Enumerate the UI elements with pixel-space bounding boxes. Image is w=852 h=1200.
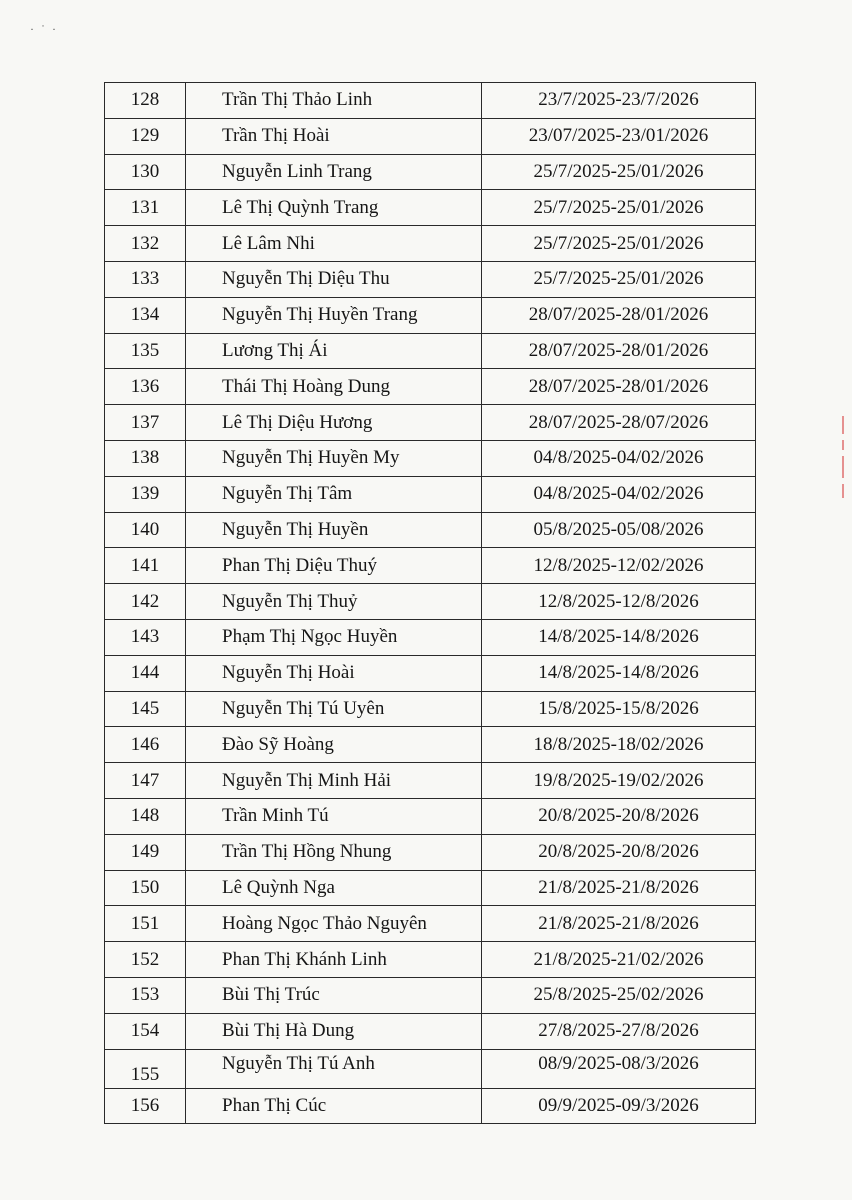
row-period-cell: 28/07/2025-28/01/2026: [482, 297, 756, 333]
row-name-cell: Nguyễn Thị Minh Hải: [186, 763, 482, 799]
row-name-cell: Lê Lâm Nhi: [186, 226, 482, 262]
row-number-cell: 136: [105, 369, 186, 405]
row-number-cell: 128: [105, 83, 186, 119]
row-period-cell: 08/9/2025-08/3/2026: [482, 1049, 756, 1088]
row-period-cell: 23/7/2025-23/7/2026: [482, 83, 756, 119]
row-period-cell: 25/8/2025-25/02/2026: [482, 977, 756, 1013]
table-row: [105, 333, 756, 369]
row-name-cell: Lê Thị Diệu Hương: [186, 405, 482, 441]
table-row: [105, 476, 756, 512]
row-number-cell: 149: [105, 834, 186, 870]
row-number-cell: 147: [105, 763, 186, 799]
table-row: [105, 691, 756, 727]
staff-table-body: [105, 83, 756, 1124]
row-name-cell: Trần Thị Thảo Linh: [186, 83, 482, 119]
row-name-cell: Nguyễn Thị Huyền My: [186, 440, 482, 476]
staff-table: [104, 82, 756, 1124]
row-number-cell: 145: [105, 691, 186, 727]
row-number-cell: 139: [105, 476, 186, 512]
row-name-cell: Trần Minh Tú: [186, 798, 482, 834]
row-number-cell: 132: [105, 226, 186, 262]
table-row: [105, 619, 756, 655]
row-period-cell: 04/8/2025-04/02/2026: [482, 440, 756, 476]
table-row: [105, 512, 756, 548]
row-name-cell: Nguyễn Thị Huyền Trang: [186, 297, 482, 333]
row-period-cell: 14/8/2025-14/8/2026: [482, 655, 756, 691]
row-period-cell: 20/8/2025-20/8/2026: [482, 834, 756, 870]
row-number-cell: 137: [105, 405, 186, 441]
table-row: [105, 870, 756, 906]
row-number-cell: 138: [105, 440, 186, 476]
table-row: [105, 548, 756, 584]
row-name-cell: Nguyễn Thị Thuỷ: [186, 584, 482, 620]
row-name-cell: Phan Thị Cúc: [186, 1088, 482, 1124]
table-row: [105, 584, 756, 620]
row-number-cell: 134: [105, 297, 186, 333]
row-period-cell: 28/07/2025-28/01/2026: [482, 333, 756, 369]
row-name-cell: Lê Quỳnh Nga: [186, 870, 482, 906]
table-row: [105, 834, 756, 870]
table-row: [105, 798, 756, 834]
row-period-cell: 21/8/2025-21/8/2026: [482, 870, 756, 906]
row-number-cell: 152: [105, 942, 186, 978]
scan-artifact: · ˙ ·: [30, 22, 58, 36]
row-number-cell: 155: [105, 1049, 186, 1088]
row-name-cell: Trần Thị Hồng Nhung: [186, 834, 482, 870]
table-row: [105, 226, 756, 262]
row-period-cell: 20/8/2025-20/8/2026: [482, 798, 756, 834]
row-number-cell: 140: [105, 512, 186, 548]
row-period-cell: 04/8/2025-04/02/2026: [482, 476, 756, 512]
table-row: [105, 154, 756, 190]
row-number-cell: 148: [105, 798, 186, 834]
row-period-cell: 14/8/2025-14/8/2026: [482, 619, 756, 655]
row-number-cell: 143: [105, 619, 186, 655]
row-number-cell: 144: [105, 655, 186, 691]
table-row: [105, 405, 756, 441]
row-number-cell: 133: [105, 261, 186, 297]
table-row: [105, 440, 756, 476]
row-period-cell: 25/7/2025-25/01/2026: [482, 226, 756, 262]
row-number-cell: 151: [105, 906, 186, 942]
row-number-cell: 156: [105, 1088, 186, 1124]
row-period-cell: 25/7/2025-25/01/2026: [482, 154, 756, 190]
table-row: [105, 261, 756, 297]
table-row: [105, 763, 756, 799]
row-period-cell: 25/7/2025-25/01/2026: [482, 261, 756, 297]
row-name-cell: Phan Thị Khánh Linh: [186, 942, 482, 978]
row-number-cell: 131: [105, 190, 186, 226]
row-name-cell: Lê Thị Quỳnh Trang: [186, 190, 482, 226]
row-period-cell: 18/8/2025-18/02/2026: [482, 727, 756, 763]
table-row: [105, 942, 756, 978]
table-row: [105, 1049, 756, 1088]
row-period-cell: 28/07/2025-28/01/2026: [482, 369, 756, 405]
row-number-cell: 141: [105, 548, 186, 584]
row-period-cell: 21/8/2025-21/02/2026: [482, 942, 756, 978]
row-number-cell: 153: [105, 977, 186, 1013]
row-name-cell: Nguyễn Thị Tú Anh: [186, 1049, 482, 1088]
table-row: [105, 297, 756, 333]
row-name-cell: Bùi Thị Trúc: [186, 977, 482, 1013]
table-row: [105, 655, 756, 691]
row-name-cell: Nguyễn Thị Diệu Thu: [186, 261, 482, 297]
row-name-cell: Nguyễn Thị Tú Uyên: [186, 691, 482, 727]
table-row: [105, 906, 756, 942]
row-name-cell: Nguyễn Thị Hoài: [186, 655, 482, 691]
row-period-cell: 21/8/2025-21/8/2026: [482, 906, 756, 942]
row-name-cell: Trần Thị Hoài: [186, 118, 482, 154]
row-number-cell: 130: [105, 154, 186, 190]
table-row: [105, 1088, 756, 1124]
row-period-cell: 23/07/2025-23/01/2026: [482, 118, 756, 154]
row-name-cell: Phạm Thị Ngọc Huyền: [186, 619, 482, 655]
red-stamp-mark: [836, 410, 850, 550]
row-name-cell: Lương Thị Ái: [186, 333, 482, 369]
row-period-cell: 12/8/2025-12/02/2026: [482, 548, 756, 584]
row-number-cell: 154: [105, 1013, 186, 1049]
row-name-cell: Nguyễn Linh Trang: [186, 154, 482, 190]
table-row: [105, 977, 756, 1013]
row-name-cell: Đào Sỹ Hoàng: [186, 727, 482, 763]
row-name-cell: Phan Thị Diệu Thuý: [186, 548, 482, 584]
table-row: [105, 190, 756, 226]
row-period-cell: 28/07/2025-28/07/2026: [482, 405, 756, 441]
table-row: [105, 727, 756, 763]
table-row: [105, 1013, 756, 1049]
row-period-cell: 27/8/2025-27/8/2026: [482, 1013, 756, 1049]
row-number-cell: 146: [105, 727, 186, 763]
row-name-cell: Nguyễn Thị Huyền: [186, 512, 482, 548]
row-name-cell: Thái Thị Hoàng Dung: [186, 369, 482, 405]
row-number-cell: 142: [105, 584, 186, 620]
table-row: [105, 369, 756, 405]
row-period-cell: 12/8/2025-12/8/2026: [482, 584, 756, 620]
row-number-cell: 135: [105, 333, 186, 369]
table-row: [105, 118, 756, 154]
row-name-cell: Nguyễn Thị Tâm: [186, 476, 482, 512]
row-period-cell: 05/8/2025-05/08/2026: [482, 512, 756, 548]
row-number-cell: 150: [105, 870, 186, 906]
row-name-cell: Bùi Thị Hà Dung: [186, 1013, 482, 1049]
table-row: [105, 83, 756, 119]
row-number-cell: 129: [105, 118, 186, 154]
row-period-cell: 19/8/2025-19/02/2026: [482, 763, 756, 799]
row-period-cell: 15/8/2025-15/8/2026: [482, 691, 756, 727]
row-name-cell: Hoàng Ngọc Thảo Nguyên: [186, 906, 482, 942]
row-period-cell: 09/9/2025-09/3/2026: [482, 1088, 756, 1124]
row-period-cell: 25/7/2025-25/01/2026: [482, 190, 756, 226]
